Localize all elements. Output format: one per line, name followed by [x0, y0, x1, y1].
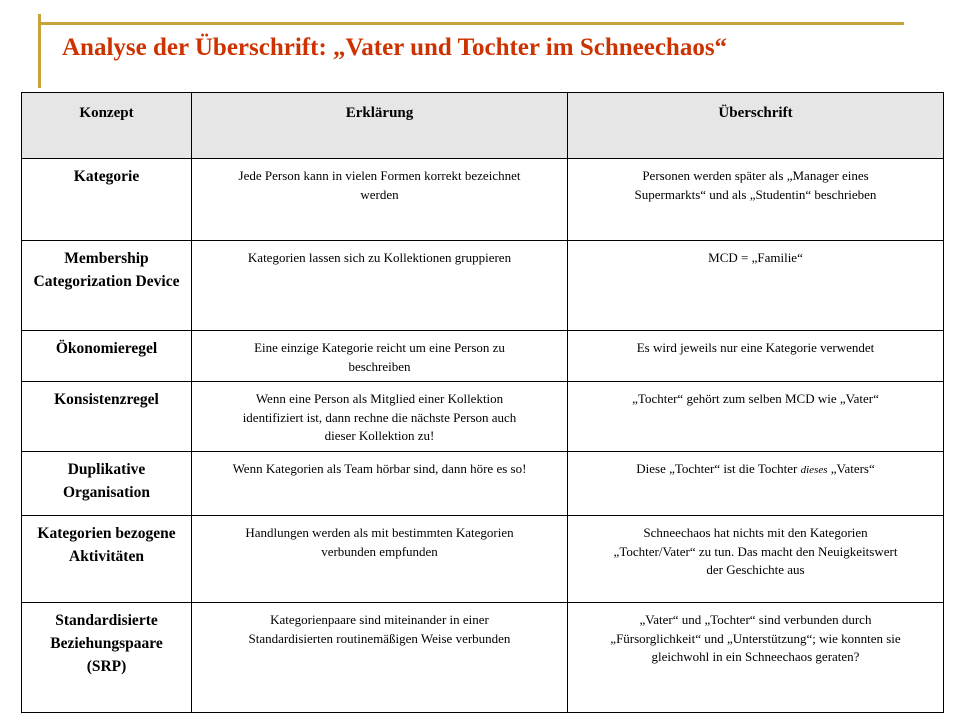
- headline-cell: [568, 159, 944, 241]
- table-row: [22, 159, 944, 241]
- headline-cell: [568, 602, 944, 712]
- headline-text-pre: Diese „Tochter“ ist die Tochter: [636, 460, 801, 476]
- headline-text-post: „Vaters“: [827, 460, 875, 476]
- table-row: [22, 241, 944, 331]
- header-erklaerung: Erklärung: [192, 93, 568, 159]
- explanation-text: Eine einzige Kategorie reicht um eine Person zu beschreiben: [254, 340, 505, 374]
- explanation-text: Kategorien lassen sich zu Kollektionen gruppieren: [247, 250, 512, 265]
- explanation-text: Jede Person kann in vielen Formen korrekt bezeichnet werden: [238, 168, 521, 202]
- concept-cell: Duplikative Organisation: [22, 451, 192, 515]
- explanation-cell: [192, 602, 568, 712]
- concept-cell: Kategorien bezogene Aktivitäten: [22, 515, 192, 602]
- headline-cell: [568, 381, 944, 451]
- table-row: [22, 515, 944, 602]
- headline-cell: [568, 451, 944, 515]
- explanation-cell: [192, 451, 568, 515]
- explanation-cell: [192, 241, 568, 331]
- slide-title: Analyse der Überschrift: „Vater und Tochter im Schneechaos“: [62, 34, 728, 61]
- header-konzept: Konzept: [22, 93, 192, 159]
- explanation-text: Handlungen werden als mit bestimmten Kategorien verbunden empfunden: [245, 524, 514, 559]
- headline-cell: [568, 331, 944, 382]
- explanation-text: Wenn eine Person als Mitglied einer Kollektion identifiziert ist, dann rechne die nächste Person auch dieser Kollektion zu!: [242, 390, 517, 444]
- headline-cell: [568, 241, 944, 331]
- analysis-table-container: [21, 92, 943, 711]
- header-ueberschrift: Überschrift: [568, 93, 944, 159]
- headline-text: Schneechaos hat nichts mit den Kategorien „Tochter/Vater“ zu tun. Das macht den Neuigkeitswert der Geschichte aus: [613, 524, 898, 578]
- table-row: [22, 602, 944, 712]
- headline-text: „Vater“ und „Tochter“ sind verbunden durch „Fürsorglichkeit“ und „Unterstützung“; wie konnten sie gleichwohl in ein Schneechaos geraten?: [610, 611, 901, 665]
- headline-text: Es wird jeweils nur eine Kategorie verwendet: [636, 340, 875, 355]
- analysis-table: [21, 92, 944, 713]
- table-row: [22, 451, 944, 515]
- table-row: [22, 331, 944, 382]
- explanation-text: Kategorienpaare sind miteinander in einer Standardisierten routinemäßigen Weise verbunden: [248, 611, 511, 646]
- concept-cell: Standardisierte Beziehungspaare (SRP): [22, 602, 192, 712]
- concept-cell: Kategorie: [22, 159, 192, 241]
- explanation-cell: [192, 381, 568, 451]
- explanation-cell: [192, 515, 568, 602]
- explanation-text: Wenn Kategorien als Team hörbar sind, dann höre es so!: [232, 460, 527, 476]
- headline-text: Personen werden später als „Manager eines Supermarkts“ und als „Studentin“ beschrieben: [634, 168, 877, 202]
- headline-text: „Tochter“ gehört zum selben MCD wie „Vater“: [632, 390, 879, 406]
- table-header-row: [22, 93, 944, 159]
- title-frame-top-line: [40, 22, 904, 25]
- title-frame-left-line: [38, 14, 41, 88]
- concept-cell: Konsistenzregel: [22, 381, 192, 451]
- headline-text: [636, 460, 875, 479]
- headline-cell: [568, 515, 944, 602]
- headline-text: MCD = „Familie“: [708, 250, 803, 265]
- explanation-cell: [192, 159, 568, 241]
- table-row: [22, 381, 944, 451]
- concept-cell: Membership Categorization Device: [22, 241, 192, 331]
- concept-cell: Ökonomieregel: [22, 331, 192, 382]
- headline-text-italic: dieses: [800, 463, 828, 476]
- explanation-cell: [192, 331, 568, 382]
